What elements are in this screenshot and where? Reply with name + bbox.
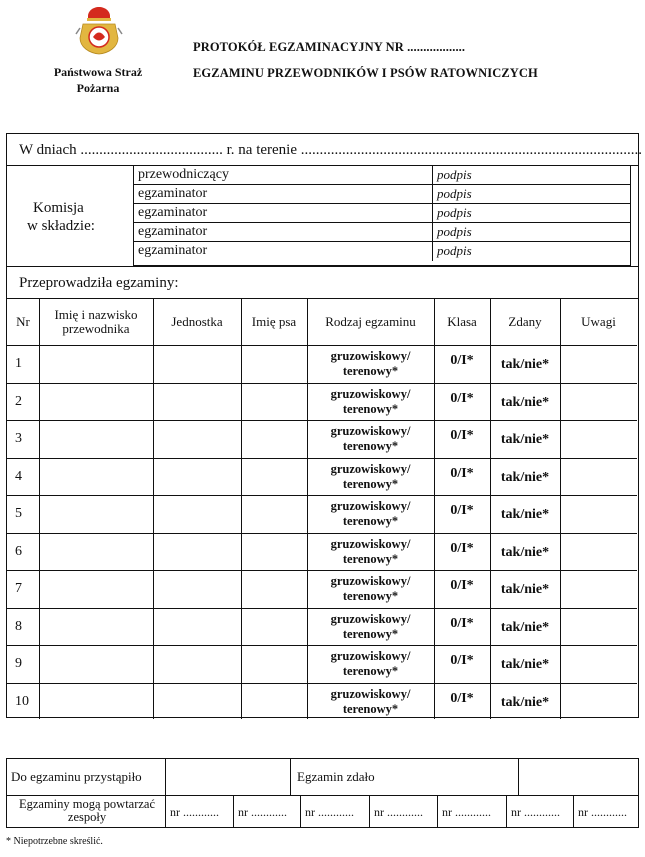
table-row[interactable] bbox=[7, 383, 637, 421]
row-number: 4 bbox=[15, 468, 22, 484]
footnote: * Niepotrzebne skreślić. bbox=[6, 836, 103, 847]
commission-row[interactable] bbox=[134, 223, 630, 242]
retake-label bbox=[9, 798, 165, 824]
table-row[interactable] bbox=[7, 345, 637, 383]
class-choice[interactable]: 0/I* bbox=[450, 390, 474, 406]
dates-and-location-line[interactable]: W dniach ...................................... r. na terenie ........................................................................................... bbox=[19, 142, 642, 158]
row-number: 6 bbox=[15, 543, 22, 559]
org-line-2: Pożarna bbox=[76, 81, 120, 95]
class-choice[interactable]: 0/I* bbox=[450, 465, 474, 481]
row-number: 1 bbox=[15, 356, 22, 371]
passed-choice[interactable]: tak/nie* bbox=[500, 657, 550, 672]
participants-label: Do egzaminu przystąpiło bbox=[11, 769, 142, 784]
row-number: 2 bbox=[15, 393, 22, 409]
document-title: PROTOKÓŁ EGZAMINACYJNY NR .................. bbox=[193, 40, 466, 54]
table-row[interactable] bbox=[7, 420, 637, 458]
retake-team-number-field[interactable]: nr ............ bbox=[238, 805, 287, 819]
commission-label-cell bbox=[7, 166, 133, 266]
header-class: Klasa bbox=[447, 314, 477, 329]
passed-count-label: Egzamin zdało bbox=[297, 769, 375, 784]
exam-type-choice[interactable]: gruzowiskowy/ terenowy* bbox=[330, 349, 411, 378]
table-row[interactable] bbox=[7, 495, 637, 533]
class-choice[interactable]: 0/I* bbox=[450, 690, 474, 706]
row-number: 8 bbox=[15, 618, 22, 634]
exam-type-choice[interactable]: gruzowiskowy/ terenowy* bbox=[330, 611, 411, 641]
passed-choice[interactable]: tak/nie* bbox=[500, 432, 550, 447]
table-row[interactable] bbox=[7, 683, 637, 721]
exam-type-choice[interactable]: gruzowiskowy/ terenowy* bbox=[330, 649, 411, 678]
row-number: 7 bbox=[15, 581, 22, 596]
table-row[interactable] bbox=[7, 645, 637, 683]
commission-role: egzaminator bbox=[138, 224, 208, 239]
commission-role: egzaminator bbox=[138, 243, 208, 258]
passed-choice[interactable]: tak/nie* bbox=[500, 619, 550, 635]
exam-type-choice[interactable]: gruzowiskowy/ terenowy* bbox=[330, 386, 411, 416]
retake-team-number-field[interactable]: nr ............ bbox=[170, 805, 219, 819]
commission-label-line-2: w składzie: bbox=[27, 218, 95, 234]
retake-team-number-field[interactable]: nr ............ bbox=[305, 805, 354, 819]
commission-label-line-1: Komisja bbox=[33, 200, 84, 216]
document-subtitle: EGZAMINU PRZEWODNIKÓW I PSÓW RATOWNICZYCH bbox=[193, 66, 538, 80]
protocol-main-table bbox=[6, 133, 642, 718]
class-choice[interactable]: 0/I* bbox=[450, 503, 474, 518]
class-choice[interactable]: 0/I* bbox=[450, 540, 474, 556]
retake-label-line-1: Egzaminy mogą powtarzać bbox=[18, 797, 156, 811]
retake-team-number-field[interactable]: nr ............ bbox=[511, 805, 560, 819]
signature-field[interactable]: podpis bbox=[432, 166, 472, 184]
retake-team-number-field[interactable]: nr ............ bbox=[374, 805, 423, 819]
row-number: 10 bbox=[15, 693, 29, 709]
commission-role: egzaminator bbox=[138, 186, 208, 201]
class-choice[interactable]: 0/I* bbox=[450, 578, 474, 593]
exam-type-choice[interactable]: gruzowiskowy/ terenowy* bbox=[330, 686, 411, 716]
table-row[interactable] bbox=[7, 458, 637, 496]
commission-role: egzaminator bbox=[138, 205, 208, 220]
signature-field[interactable]: podpis bbox=[432, 204, 472, 222]
table-row[interactable] bbox=[7, 570, 637, 608]
header-passed: Zdany bbox=[508, 314, 542, 329]
class-choice[interactable]: 0/I* bbox=[450, 653, 474, 668]
retake-team-number-field[interactable]: nr ............ bbox=[578, 805, 627, 819]
commission-row[interactable] bbox=[134, 204, 630, 223]
passed-choice[interactable]: tak/nie* bbox=[500, 394, 550, 410]
passed-choice[interactable]: tak/nie* bbox=[500, 582, 550, 597]
commission-row[interactable] bbox=[134, 185, 630, 204]
header-exam-type: Rodzaj egzaminu bbox=[325, 314, 416, 329]
exam-type-choice[interactable]: gruzowiskowy/ terenowy* bbox=[330, 424, 411, 453]
retake-team-number-field[interactable]: nr ............ bbox=[442, 805, 491, 819]
passed-choice[interactable]: tak/nie* bbox=[500, 544, 550, 560]
header-remarks: Uwagi bbox=[581, 314, 616, 329]
passed-choice[interactable]: tak/nie* bbox=[500, 507, 550, 522]
row-number: 5 bbox=[15, 506, 22, 521]
row-number: 3 bbox=[15, 431, 22, 446]
exam-type-choice[interactable]: gruzowiskowy/ terenowy* bbox=[330, 574, 411, 603]
header-handler-name-line-2: przewodnika bbox=[62, 321, 130, 336]
org-line-1: Państwowa Straż bbox=[53, 65, 143, 79]
psp-logo-icon bbox=[74, 4, 124, 56]
commission-row[interactable] bbox=[134, 242, 630, 261]
organization-name bbox=[38, 64, 158, 96]
summary-table bbox=[6, 758, 639, 828]
retake-label-line-2: zespoły bbox=[67, 810, 107, 824]
table-row[interactable] bbox=[7, 533, 637, 571]
signature-field[interactable]: podpis bbox=[432, 185, 472, 203]
header-nr: Nr bbox=[16, 314, 30, 329]
exam-type-choice[interactable]: gruzowiskowy/ terenowy* bbox=[330, 461, 411, 491]
class-choice[interactable]: 0/I* bbox=[450, 353, 474, 368]
header-dog-name: Imię psa bbox=[251, 314, 297, 329]
commission-role: przewodniczący bbox=[138, 167, 229, 182]
commission-members bbox=[133, 166, 631, 266]
passed-choice[interactable]: tak/nie* bbox=[500, 357, 550, 372]
passed-choice[interactable]: tak/nie* bbox=[500, 469, 550, 485]
signature-field[interactable]: podpis bbox=[432, 223, 472, 241]
table-row[interactable] bbox=[7, 608, 637, 646]
exam-type-choice[interactable]: gruzowiskowy/ terenowy* bbox=[330, 499, 411, 528]
passed-choice[interactable]: tak/nie* bbox=[500, 694, 550, 710]
row-number: 9 bbox=[15, 656, 22, 671]
conducted-exams-label: Przeprowadziła egzaminy: bbox=[19, 275, 179, 291]
class-choice[interactable]: 0/I* bbox=[450, 428, 474, 443]
class-choice[interactable]: 0/I* bbox=[450, 615, 474, 631]
header-unit: Jednostka bbox=[171, 314, 223, 329]
exam-type-choice[interactable]: gruzowiskowy/ terenowy* bbox=[330, 536, 411, 566]
commission-row[interactable] bbox=[134, 166, 630, 185]
header-handler-name bbox=[39, 299, 153, 345]
signature-field[interactable]: podpis bbox=[432, 242, 472, 261]
header-handler-name-line-1: Imię i nazwisko bbox=[54, 307, 138, 322]
